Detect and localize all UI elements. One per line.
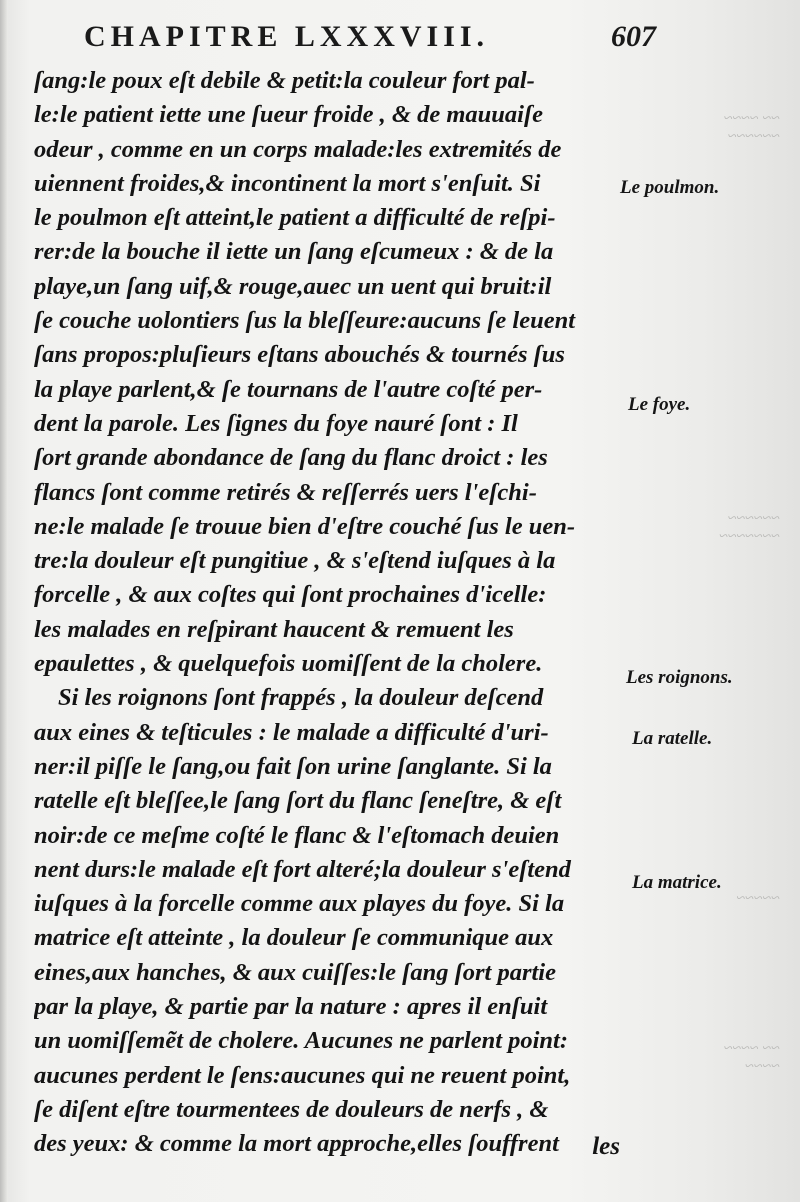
text-line: tre:la douleur eſt pungitiue , & s'eſtend iuſques à la (34, 547, 556, 575)
text-line: des yeux: & comme la mort approche,elles ſouffrent (34, 1130, 559, 1158)
text-line: ratelle eſt bleſſee,le ſang ſort du flanc ſeneſtre, & eſt (34, 787, 562, 815)
catchword: les (592, 1133, 620, 1160)
main-text-block (34, 64, 614, 1162)
text-line: eines,aux hanches, & aux cuiſſes:le ſang ſort partie (34, 958, 556, 986)
show-through-marks: ~~ ~~~~ ~~~~~~ (724, 110, 780, 145)
text-line: iuſques à la forcelle comme aux playes du foye. Si la (34, 890, 565, 918)
text-line: ſans propos:pluſieurs eſtans abouchés & tournés ſus (34, 341, 565, 369)
margin-note-ratelle: La ratelle. (632, 728, 713, 749)
text-line: les malades en reſpirant haucent & remuent les (34, 615, 514, 643)
margin-note-poulmon: Le poulmon. (620, 177, 720, 198)
text-line: aux eines & teſticules : le malade a difficulté d'uri- (34, 718, 549, 746)
text-line: uiennent froides,& incontinent la mort s'enſuit. Si (34, 169, 541, 197)
text-line: ſe diſent eſtre tourmentees de douleurs de nerfs , & (34, 1095, 549, 1123)
text-line: le:le patient iette une ſueur froide , & de mauuaiſe (34, 101, 544, 129)
text-line: ſe couche uolontiers ſus la bleſſeure:aucuns ſe leuent (34, 307, 576, 335)
text-line: epaulettes , & quelquefois uomiſſent de la cholere. (34, 650, 543, 678)
page-header (84, 20, 664, 60)
page-number: 607 (611, 20, 656, 53)
catchword-area (34, 1133, 620, 1161)
text-line: par la playe, & partie par la nature : apres il enſuit (34, 993, 548, 1021)
text-line: un uomiſſemẽt de cholere. Aucunes ne parlent point: (34, 1027, 569, 1055)
text-line: ner:il piſſe le ſang,ou fait ſon urine ſanglante. Si la (34, 752, 552, 780)
text-line: la playe parlent,& ſe tournans de l'autre coſté per- (34, 375, 543, 403)
text-line: aucunes perdent le ſens:aucunes qui ne reuent point, (34, 1061, 571, 1089)
page-gutter-edge (0, 0, 8, 1202)
text-line: ſang:le poux eſt debile & petit:la couleur fort pal- (34, 67, 535, 94)
text-line: playe,un ſang uif,& rouge,auec un uent qui bruit:il (34, 272, 552, 300)
text-line: matrice eſt atteinte , la douleur ſe communique aux (34, 924, 554, 952)
text-line: ne:le malade ſe trouue bien d'eſtre couché ſus le uen- (34, 512, 575, 540)
text-line: dent la parole. Les ſignes du foye nauré ſont : Il (34, 409, 518, 437)
show-through-marks: ~~ ~~~~ ~~~~ (724, 1040, 780, 1075)
margin-note-roignons: Les roignons. (626, 667, 733, 688)
margin-note-matrice: La matrice. (632, 872, 722, 893)
text-line: ſort grande abondance de ſang du flanc droict : les (34, 444, 548, 472)
text-line: le poulmon eſt atteint,le patient a difficulté de reſpi- (34, 204, 556, 232)
margin-note-foye: Le foye. (628, 394, 691, 415)
text-line: noir:de ce meſme coſté le flanc & l'eſtomach deuien (34, 821, 560, 849)
text-line: flancs ſont comme retirés & reſſerrés uers l'eſchi- (34, 478, 537, 506)
text-line: nent durs:le malade eſt fort alteré;la douleur s'eſtend (34, 855, 571, 883)
text-line: odeur , comme en un corps malade:les extremités de (34, 135, 562, 163)
show-through-marks: ~~~~~~ ~~~~~~~ (719, 510, 780, 545)
running-head: CHAPITRE LXXXVIII. (84, 20, 490, 53)
text-line: rer:de la bouche il iette un ſang eſcumeux : & de la (34, 238, 554, 266)
text-line: forcelle , & aux coſtes qui ſont prochaines d'icelle: (34, 581, 547, 609)
text-line: Si les roignons ſont frappés , la douleur deſcend (58, 684, 544, 712)
show-through-marks: ~~~~~ (736, 890, 780, 907)
